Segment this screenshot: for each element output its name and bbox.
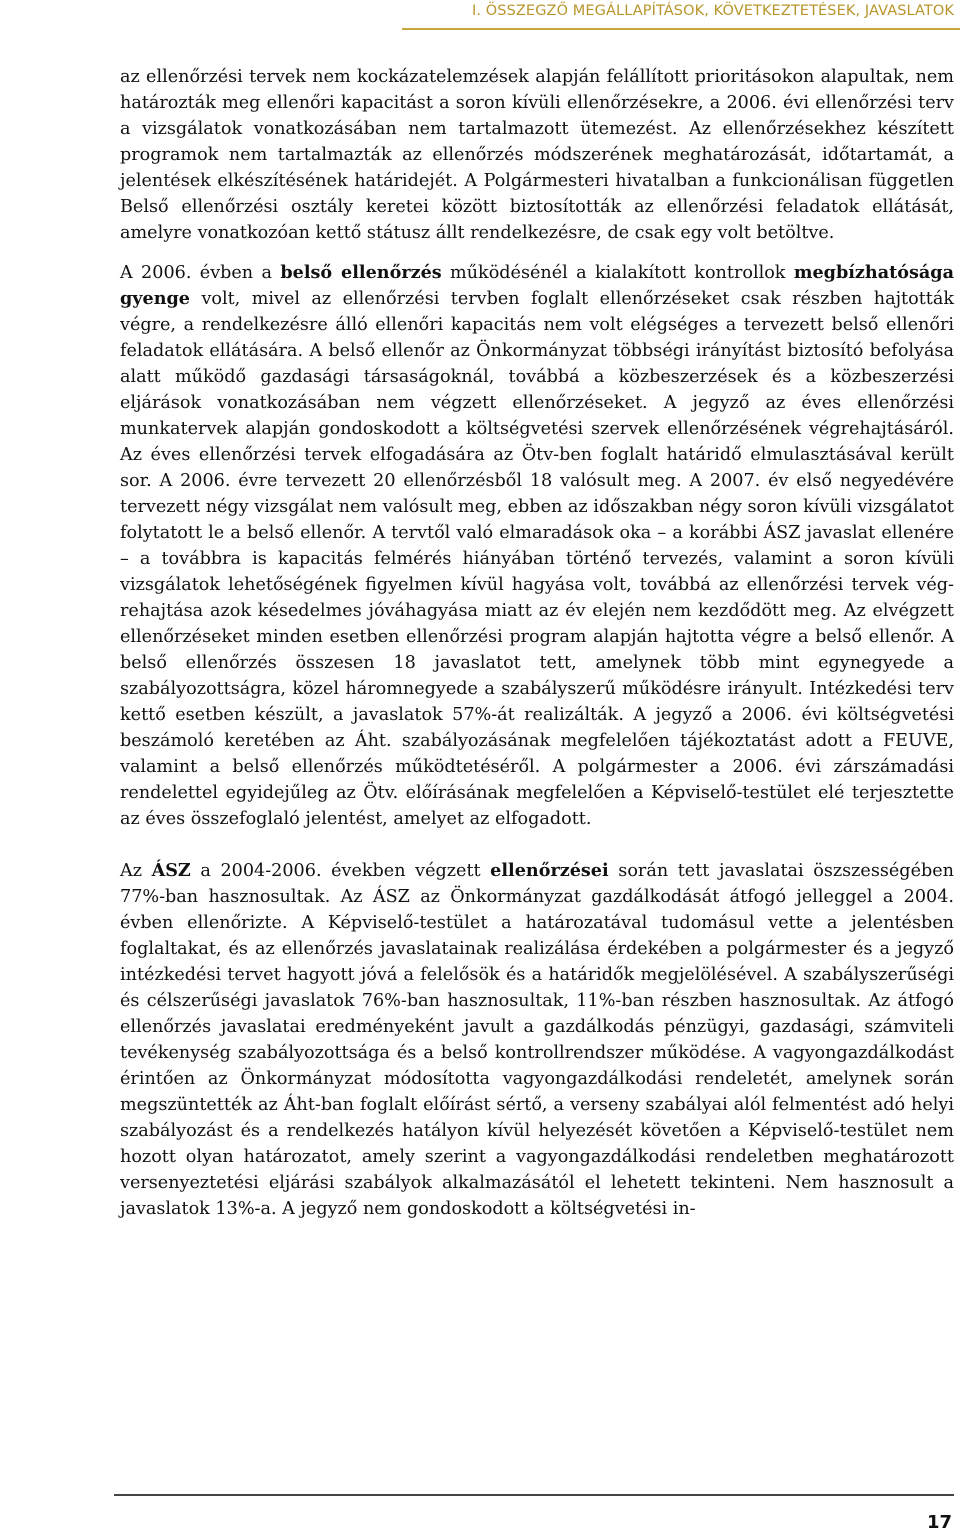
paragraph-3-emphasis-ellenorzesei: ellenőrzései [490, 860, 609, 881]
paragraph-2-emphasis-belso-ellenorzes: belső ellenőrzés [280, 262, 442, 283]
paragraph-3-emphasis-asz: ÁSZ [151, 860, 191, 881]
paragraph-2 [120, 260, 954, 832]
body-text [120, 64, 954, 1222]
paragraph-3 [120, 858, 954, 1222]
paragraph-3-text-a: Az [120, 861, 152, 881]
footer-rule [114, 1494, 954, 1496]
paragraph-1: az ellenőrzési tervek nem kockázatelemzések alapján felállított prioritásokon alapultak, nem határozták meg ellenőri kapacitást a soron kívüli ellenőrzésekre, a 2006. évi ellenőrzési terv a vizsgálatok vonatkozásában nem tartalmazott ütemezést. Az ellenőrzésekhez készített programok nem tartalmazták az ellenőrzés módszerének meghatározását, időtartamát, a jelentések elkészítésének határidejét. A Polgármesteri hivatalban a funkcionálisan független Belső ellenőrzési osztály keretei között biztosították az ellenőrzési feladatok ellátását, amelyre vonatkozóan kettő státusz állt rendelkezésre, de csak egy volt betöltve. [120, 67, 954, 243]
paragraph-2-emphasis-megbizhatosag: megbízhatósága gyenge [120, 262, 954, 309]
paragraph-2-text-e: volt, mivel az ellenőrzési tervben foglalt ellenőrzéseket csak részben hajtották végre, a rendelkezésre álló ellenőri kapacitás nem volt elégséges a tervezett belső ellenőri feladatok ellátására. A belső ellenőr az Önkormányzat többségi irányítást biztosító befolyása alatt működő gazdasági társaságoknál, továbbá a közbeszerzések és a közbeszerzési eljárások vonatkozásában nem végzett ellenőrzéseket. A jegyző az éves ellenőrzési munkatervek alapján gondoskodott a költségvetési szervek ellenőrzésének végrehajtásáról. Az éves ellenőrzési tervek elfogadására az Ötv-ben foglalt határidő elmulasztásával került sor. A 2006. évre tervezett 20 ellenőrzésből 18 valósult meg. A 2007. év első negyedévére tervezett négy vizsgálat nem valósult meg, ebben az időszakban négy soron kívüli vizsgálatot folytatott le a belső ellenőr. A tervtől való elmaradások oka – a korábbi ÁSZ javaslat ellenére – a továbbra is kapacitás felmérés hiányában történő tervezés, valamint a soron kívüli vizsgálatok lehetőségének figyelmen kívül hagyása volt, továbbá az ellenőrzési tervek végrehajtása azok késedelmes jóváhagyása miatt az év elején nem kezdődött meg. Az elvégzett ellenőrzéseket minden esetben ellenőrzési program alapján hajtotta végre a belső ellenőr. A belső ellenőrzés összesen 18 javaslatot tett, amelynek több mint egynegyede a szabályozottságra, közel háromnegyede a szabályszerű működésre irányult. Intézkedési terv kettő esetben készült, a javaslatok 57%-át realizálták. A jegyző a 2006. évi költségvetési beszámoló keretében az Áht. szabályozásának megfelelően tájékoztatást adott a FEUVE, valamint a belső ellenőrzés működtetéséről. A polgármester a 2006. évi zárszámadási rendelettel egyidejűleg az Ötv. előírásának megfelelően a Képviselő-testület elé terjesztette az éves összefoglaló jelentést, amelyet az elfogadott. [120, 289, 954, 829]
paragraph-2-text-c: működésénél a kialakított kontrollok [441, 263, 794, 283]
page-number: 17 [926, 1512, 952, 1533]
paragraph-3-text-c: a 2004-2006. években végzett [190, 861, 491, 881]
paragraph-3-text-e: során tett javaslatai öszszességében 77%-ban hasznosultak. Az ÁSZ az Önkormányzat gazdálkodását átfogó jelleggel a 2004. évben ellenőrizte. A Képviselő-testület a határozatával tudomásul vette a jelentésben foglaltakat, és az ellenőrzés javaslatainak realizálása érdekében a polgármester és a jegyző intézkedési tervet hagyott jóvá a felelősök és a határidők megjelölésével. A szabályszerűségi és célszerűségi javaslatok 76%-ban hasznosultak, 11%-ban részben hasznosultak. Az átfogó ellenőrzés javaslatai eredményeként javult a gazdálkodás pénzügyi, gazdasági, számviteli tevékenység szabályozottsága és a belső kontrollrendszer működése. A vagyongazdálkodást érintően az Önkormányzat módosította vagyongazdálkodási rendeletét, amelynek során megszüntették az Áht-ban foglalt előírást sértő, a verseny szabályai alól felmentést adó helyi szabályozást és a rendelkezés hatályon kívül helyezését követően a Képviselő-testület nem hozott olyan határozatot, amely szerint a vagyongazdálkodási rendeletben meghatározott versenyeztetési eljárási szabályok alkalmazásától el lehetett tekinteni. Nem hasznosult a javaslatok 13%-a. A jegyző nem gondoskodott a költségvetési in- [120, 861, 954, 1219]
running-header: I. ÖSSZEGZŐ MEGÁLLAPÍTÁSOK, KÖVETKEZTETÉSEK, JAVASLATOK [471, 3, 954, 19]
header-rule [402, 28, 960, 30]
paragraph-2-text-a: A 2006. évben a [120, 263, 281, 283]
